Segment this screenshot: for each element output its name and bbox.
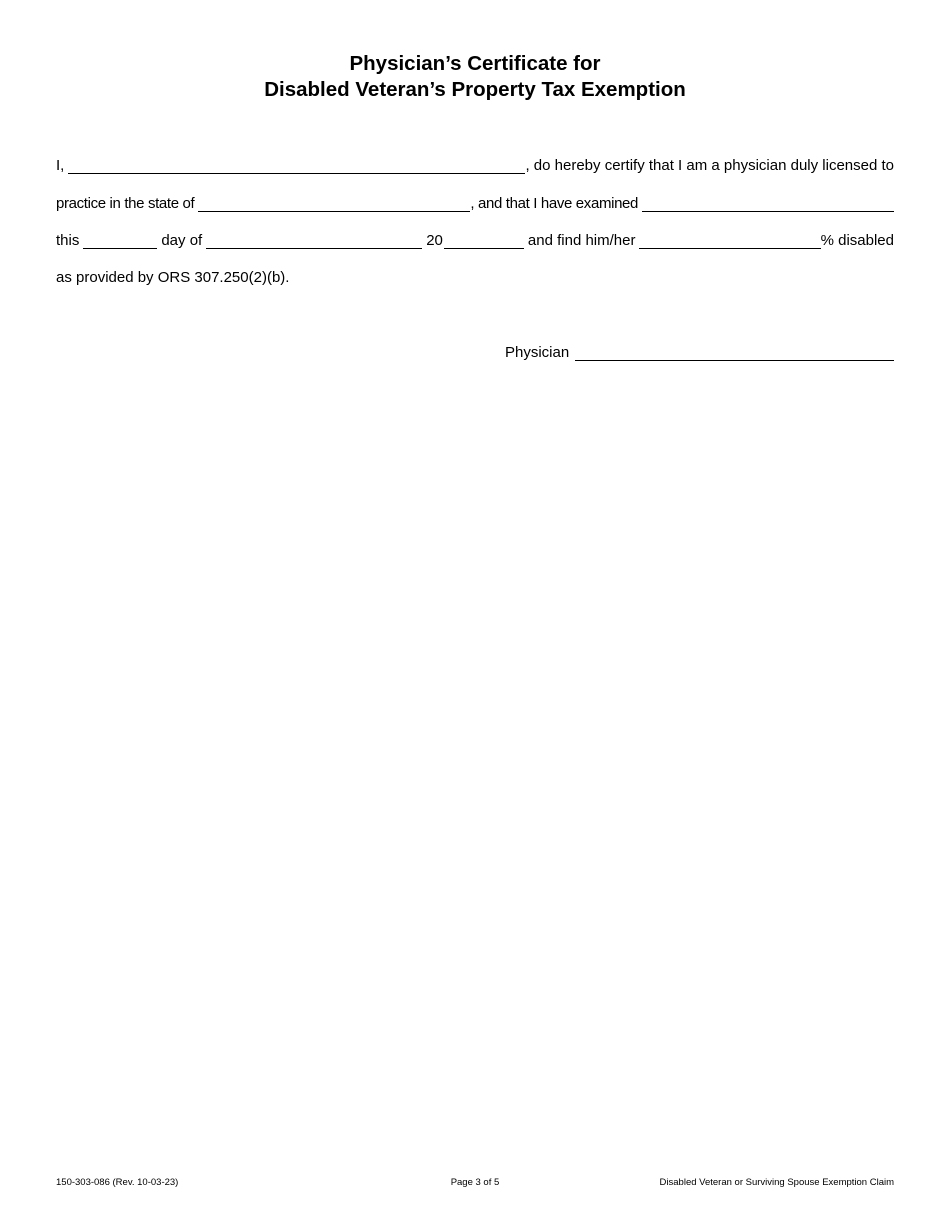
- physician-name-field[interactable]: [68, 159, 525, 174]
- title-line-2: Disabled Veteran’s Property Tax Exemption: [264, 78, 686, 101]
- line3-year-prefix: 20: [426, 232, 443, 249]
- line2-prefix: practice in the state of: [56, 195, 195, 212]
- exam-year-field[interactable]: [444, 234, 524, 249]
- page-number: Page 3 of 5: [450, 1177, 500, 1188]
- physician-signature-field[interactable]: [575, 346, 894, 361]
- signature-label: Physician: [505, 344, 570, 361]
- line2-mid: , and that I have examined: [470, 195, 639, 212]
- exam-month-field[interactable]: [206, 234, 422, 249]
- line3-find: and find him/her: [527, 232, 636, 249]
- line1-prefix: I,: [56, 157, 65, 174]
- line3-day-of: day of: [161, 232, 203, 249]
- certify-line-1: [56, 152, 894, 174]
- certify-line-3: [56, 227, 894, 249]
- line4-text: as provided by ORS 307.250(2)(b).: [56, 269, 290, 286]
- line3-this: this: [56, 232, 80, 249]
- line1-suffix: , do hereby certify that I am a physician duly licensed to: [525, 157, 894, 174]
- license-state-field[interactable]: [198, 197, 470, 212]
- disability-percent-field[interactable]: [639, 234, 820, 249]
- exam-day-field[interactable]: [83, 234, 157, 249]
- certify-line-2: [56, 190, 894, 212]
- page-title: [0, 51, 950, 103]
- certify-line-4: [56, 264, 894, 286]
- title-line-1: Physician’s Certificate for: [349, 52, 601, 75]
- form-number: 150-303-086 (Rev. 10-03-23): [56, 1177, 179, 1188]
- form-title: Disabled Veteran or Surviving Spouse Exemption Claim: [659, 1177, 894, 1188]
- line3-disabled: % disabled: [820, 232, 894, 249]
- physician-signature-line: [505, 339, 894, 361]
- examined-person-field[interactable]: [642, 197, 894, 212]
